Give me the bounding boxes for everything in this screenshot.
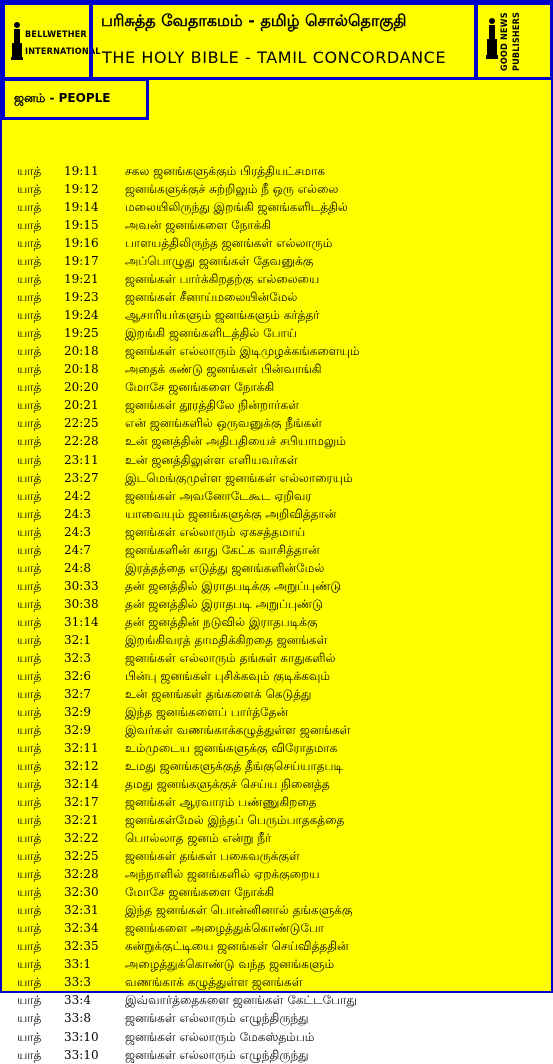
verse-reference: 20:20 [64,380,99,395]
list-item [2,955,551,973]
verse-reference: 32:28 [64,867,99,882]
book-abbrev: யாத் [17,722,42,737]
book-abbrev: யாத் [17,560,42,575]
good-news-logo [475,2,553,80]
list-item [2,775,551,793]
verse-snippet: ஜனங்கள் எல்லாரும் மேகஸ்தம்பம் [125,1029,315,1044]
list-item [2,414,551,432]
book-abbrev: யாத் [17,614,42,629]
list-item [2,757,551,775]
verse-snippet: ஜனங்கள் எல்லாரும் எழுந்திருந்து [125,1011,309,1026]
verse-reference: 24:2 [64,488,91,503]
verse-reference: 24:3 [64,524,91,539]
verse-snippet: ஜனங்கள் தங்கள் பகைவருக்குள் [125,849,300,864]
list-item [2,631,551,649]
verse-snippet: பொல்லாத ஜனம் என்று நீர் [125,831,272,846]
book-abbrev: யாத் [17,488,42,503]
list-item [2,523,551,541]
verse-reference: 24:7 [64,542,91,557]
verse-snippet: தன் ஜனத்தில் இராதபடிக்கு அறுப்புண்டு [125,578,342,593]
book-abbrev: யாத் [17,795,42,810]
book-abbrev: யாத் [17,326,42,341]
left-logo-line1: BELLWETHER [25,30,87,40]
list-item [2,451,551,469]
verse-reference: 32:21 [64,813,99,828]
book-abbrev: யாத் [17,650,42,665]
book-abbrev: யாத் [17,939,42,954]
verse-reference: 30:38 [64,596,99,611]
verse-snippet: யாவையும் ஜனங்களுக்கு அறிவித்தான் [125,506,337,521]
list-item [2,342,551,360]
verse-snippet: உன் ஜனத்திலுள்ள எளியவர்கள் [125,452,298,467]
verse-snippet: வணங்காக் கழுத்துள்ள ஜனங்கள் [125,975,303,990]
book-abbrev: யாத் [17,1047,42,1062]
title-box [90,2,477,80]
verse-snippet: அதைக் கண்டு ஜனங்கள் பின்வாங்கி [125,362,322,377]
list-item [2,396,551,414]
verse-reference: 33:8 [64,1011,91,1026]
book-abbrev: யாத் [17,632,42,647]
book-abbrev: யாத் [17,1011,42,1026]
verse-reference: 32:31 [64,903,99,918]
list-item [2,739,551,757]
verse-reference: 19:12 [64,182,99,197]
verse-snippet: இந்த ஜனங்களைப் பார்த்தேன் [125,704,289,719]
list-item [2,829,551,847]
verse-reference: 33:10 [64,1029,99,1044]
verse-snippet: தமது ஜனங்களுக்குச் செய்ய நினைத்த [125,777,330,792]
verse-snippet: ஜனங்கள் எல்லாரும் எழுந்திருந்து [125,1047,309,1062]
book-abbrev: யாத் [17,704,42,719]
verse-reference: 33:3 [64,975,91,990]
verse-reference: 19:25 [64,326,99,341]
list-item [2,883,551,901]
section-label: ஜனம் - PEOPLE [14,91,111,105]
book-abbrev: யாத் [17,200,42,215]
book-abbrev: யாத் [17,470,42,485]
verse-snippet: உம்முடைய ஜனங்களுக்கு விரோதமாக [125,741,338,755]
verse-snippet: ஜனங்களை அழைத்துக்கொண்டுபோ [125,921,325,936]
verse-snippet: இடமெங்குமுள்ள ஜனங்கள் எல்லாரையும் [125,470,353,485]
verse-reference: 19:16 [64,236,99,251]
verse-reference: 32:1 [64,632,91,647]
verse-snippet: அந்நாளில் ஜனங்களில் ஏறக்குறைய [125,867,320,882]
verse-reference: 32:7 [64,686,91,701]
list-item [2,1028,551,1046]
verse-reference: 32:11 [64,741,99,755]
book-abbrev: யாத் [17,759,42,774]
verse-snippet: இவ்வார்த்தைகளை ஜனங்கள் கேட்டபோது [125,993,357,1008]
list-item [2,685,551,703]
verse-reference: 32:34 [64,921,99,936]
right-logo-line1: GOOD NEWS [500,12,510,71]
list-item [2,595,551,613]
verse-reference: 24:8 [64,560,91,575]
verse-snippet: இரத்தத்தை எடுத்து ஜனங்களின்மேல் [125,560,325,575]
verse-reference: 20:18 [64,344,99,359]
verse-reference: 32:35 [64,939,99,954]
book-abbrev: யாத் [17,218,42,233]
verse-snippet: அழைத்துக்கொண்டு வந்த ஜனங்களும் [125,957,335,972]
verse-reference: 19:11 [64,164,99,178]
verse-snippet: பாளயத்திலிருந்த ஜனங்கள் எல்லாரும் [125,236,333,251]
list-item [2,252,551,270]
figure-logo-icon [486,17,498,61]
book-abbrev: யாத் [17,344,42,359]
title-english: THE HOLY BIBLE - TAMIL CONCORDANCE [102,48,447,67]
book-abbrev: யாத் [17,380,42,395]
book-abbrev: யாத் [17,362,42,377]
book-abbrev: யாத் [17,1029,42,1044]
verse-reference: 19:21 [64,272,99,287]
verse-snippet: உன் ஜனத்தின் அதிபதியைச் சபியாமலும் [125,434,346,449]
list-item [2,991,551,1009]
list-item [2,505,551,523]
verse-snippet: அப்பொழுது ஜனங்கள் தேவனுக்கு [125,254,314,269]
book-abbrev: யாத் [17,596,42,611]
list-item [2,703,551,721]
book-abbrev: யாத் [17,542,42,557]
verse-snippet: பின்பு ஜனங்கள் புசிக்கவும் குடிக்கவும் [125,668,331,683]
list-item [2,919,551,937]
book-abbrev: யாத் [17,813,42,828]
verse-snippet: ஜனங்களின் காது கேட்க வாசித்தான் [125,542,320,557]
bellwether-logo [2,2,101,80]
list-item [2,198,551,216]
verse-reference: 32:6 [64,668,91,683]
verse-snippet: என் ஜனங்களில் ஒருவனுக்கு நீங்கள் [125,416,323,431]
list-item [2,577,551,595]
book-abbrev: யாத் [17,668,42,683]
list-item [2,234,551,252]
title-tamil: பரிசுத்த வேதாகமம் - தமிழ் சொல்தொகுதி [101,11,407,30]
verse-snippet: ஜனங்கள்மேல் இந்தப் பெரும்பாதகத்தை [125,813,345,828]
book-abbrev: யாத் [17,921,42,936]
verse-reference: 33:4 [64,993,91,1008]
book-abbrev: யாத் [17,434,42,449]
verse-snippet: ஜனங்கள் எல்லாரும் ஏகசத்தமாய் [125,524,306,539]
verse-snippet: உன் ஜனங்கள் தங்களைக் கெடுத்து [125,686,312,701]
verse-snippet: ஜனங்கள் பார்க்கிறதற்கு எல்லையை [125,272,320,287]
verse-reference: 23:11 [64,452,99,467]
list-item [2,649,551,667]
list-item [2,162,551,180]
book-abbrev: யாத் [17,416,42,431]
list-item [2,288,551,306]
book-abbrev: யாத் [17,903,42,918]
verse-snippet: ஜனங்கள் ஆரவாரம் பண்ணுகிறதை [125,795,317,810]
verse-snippet: சகல ஜனங்களுக்கும் பிரத்தியட்சமாக [125,164,326,178]
book-abbrev: யாத் [17,308,42,323]
book-abbrev: யாத் [17,236,42,251]
list-item [2,847,551,865]
verse-snippet: தன் ஜனத்தில் இராதபடி அறுப்புண்டு [125,596,323,611]
verse-snippet: தன் ஜனத்தின் நடுவில் இராதபடிக்கு [125,614,318,629]
list-item [2,973,551,991]
book-abbrev: யாத் [17,777,42,792]
verse-reference: 19:15 [64,218,99,233]
verse-snippet: கன்றுக்குட்டியை ஜனங்கள் செய்வித்ததின் [125,939,349,954]
book-abbrev: யாத் [17,164,42,178]
verse-snippet: இறங்கிவரத் தாமதிக்கிறதை ஜனங்கள் [125,632,328,647]
verse-reference: 24:3 [64,506,91,521]
book-abbrev: யாத் [17,885,42,900]
verse-snippet: இறங்கி ஜனங்களிடத்தில் போய் [125,326,298,341]
list-item [2,559,551,577]
verse-reference: 20:18 [64,362,99,377]
book-abbrev: யாத் [17,831,42,846]
verse-reference: 23:27 [64,470,99,485]
list-item [2,432,551,450]
book-abbrev: யாத் [17,254,42,269]
list-item [2,1046,551,1064]
verse-reference: 32:22 [64,831,99,846]
list-item [2,865,551,883]
book-abbrev: யாத் [17,975,42,990]
verse-reference: 19:17 [64,254,99,269]
verse-reference: 19:14 [64,200,99,215]
verse-reference: 32:9 [64,704,91,719]
list-item [2,937,551,955]
entries-list [2,162,551,1064]
verse-snippet: உமது ஜனங்களுக்குத் தீங்குசெய்யாதபடி [125,759,344,774]
book-abbrev: யாத் [17,182,42,197]
list-item [2,360,551,378]
book-abbrev: யாத் [17,524,42,539]
verse-reference: 32:17 [64,795,99,810]
list-item [2,793,551,811]
list-item [2,180,551,198]
book-abbrev: யாத் [17,957,42,972]
list-item [2,469,551,487]
verse-reference: 19:23 [64,290,99,305]
list-item [2,1009,551,1027]
verse-reference: 19:24 [64,308,99,323]
list-item [2,270,551,288]
book-abbrev: யாத் [17,290,42,305]
verse-reference: 20:21 [64,398,99,413]
verse-reference: 22:28 [64,434,99,449]
list-item [2,721,551,739]
section-box [2,78,149,120]
verse-snippet: மோசே ஜனங்களை நோக்கி [125,885,275,900]
verse-snippet: ஜனங்கள் எல்லாரும் இடிமுழக்கங்களையும் [125,344,360,359]
book-abbrev: யாத் [17,272,42,287]
verse-snippet: ஜனங்கள் எல்லாரும் தங்கள் காதுகளில் [125,650,336,665]
verse-snippet: இந்த ஜனங்கள் பொன்னினால் தங்களுக்கு [125,903,353,918]
verse-snippet: மலையிலிருந்து இறங்கி ஜனங்களிடத்தில் [125,200,348,215]
verse-snippet: ஜனங்கள் தூரத்திலே நின்றார்கள் [125,398,300,413]
verse-reference: 31:14 [64,614,99,629]
book-abbrev: யாத் [17,452,42,467]
book-abbrev: யாத் [17,398,42,413]
book-abbrev: யாத் [17,849,42,864]
book-abbrev: யாத் [17,867,42,882]
verse-snippet: அவன் ஜனங்களை நோக்கி [125,218,272,233]
verse-reference: 32:30 [64,885,99,900]
list-item [2,541,551,559]
list-item [2,811,551,829]
book-abbrev: யாத் [17,506,42,521]
verse-snippet: ஜனங்கள் சீனாய்மலையின்மேல் [125,290,298,305]
verse-reference: 33:1 [64,957,91,972]
verse-snippet: மோசே ஜனங்களை நோக்கி [125,380,275,395]
book-abbrev: யாத் [17,578,42,593]
verse-reference: 32:12 [64,759,99,774]
verse-reference: 33:10 [64,1047,99,1062]
verse-reference: 30:33 [64,578,99,593]
list-item [2,487,551,505]
list-item [2,324,551,342]
verse-snippet: ஆசாரியர்களும் ஜனங்களும் கர்த்தர் [125,308,320,323]
list-item [2,901,551,919]
verse-reference: 32:14 [64,777,99,792]
list-item [2,216,551,234]
list-item [2,306,551,324]
verse-snippet: ஜனங்களுக்குச் சுற்றிலும் நீ ஒரு எல்லை [125,182,339,197]
figure-logo-icon [11,21,23,61]
verse-snippet: ஜனங்கள் அவனோடேகூட ஏறிவர [125,488,312,503]
list-item [2,378,551,396]
list-item [2,613,551,631]
verse-reference: 32:9 [64,722,91,737]
left-logo-line2: INTERNATIONAL [25,47,101,57]
verse-reference: 22:25 [64,416,99,431]
verse-reference: 32:3 [64,650,91,665]
verse-reference: 32:25 [64,849,99,864]
book-abbrev: யாத் [17,993,42,1008]
verse-snippet: இவர்கள் வணங்காக்கழுத்துள்ள ஜனங்கள் [125,722,351,737]
right-logo-line2: PUBLISHERS [512,11,522,71]
list-item [2,667,551,685]
book-abbrev: யாத் [17,741,42,755]
book-abbrev: யாத் [17,686,42,701]
